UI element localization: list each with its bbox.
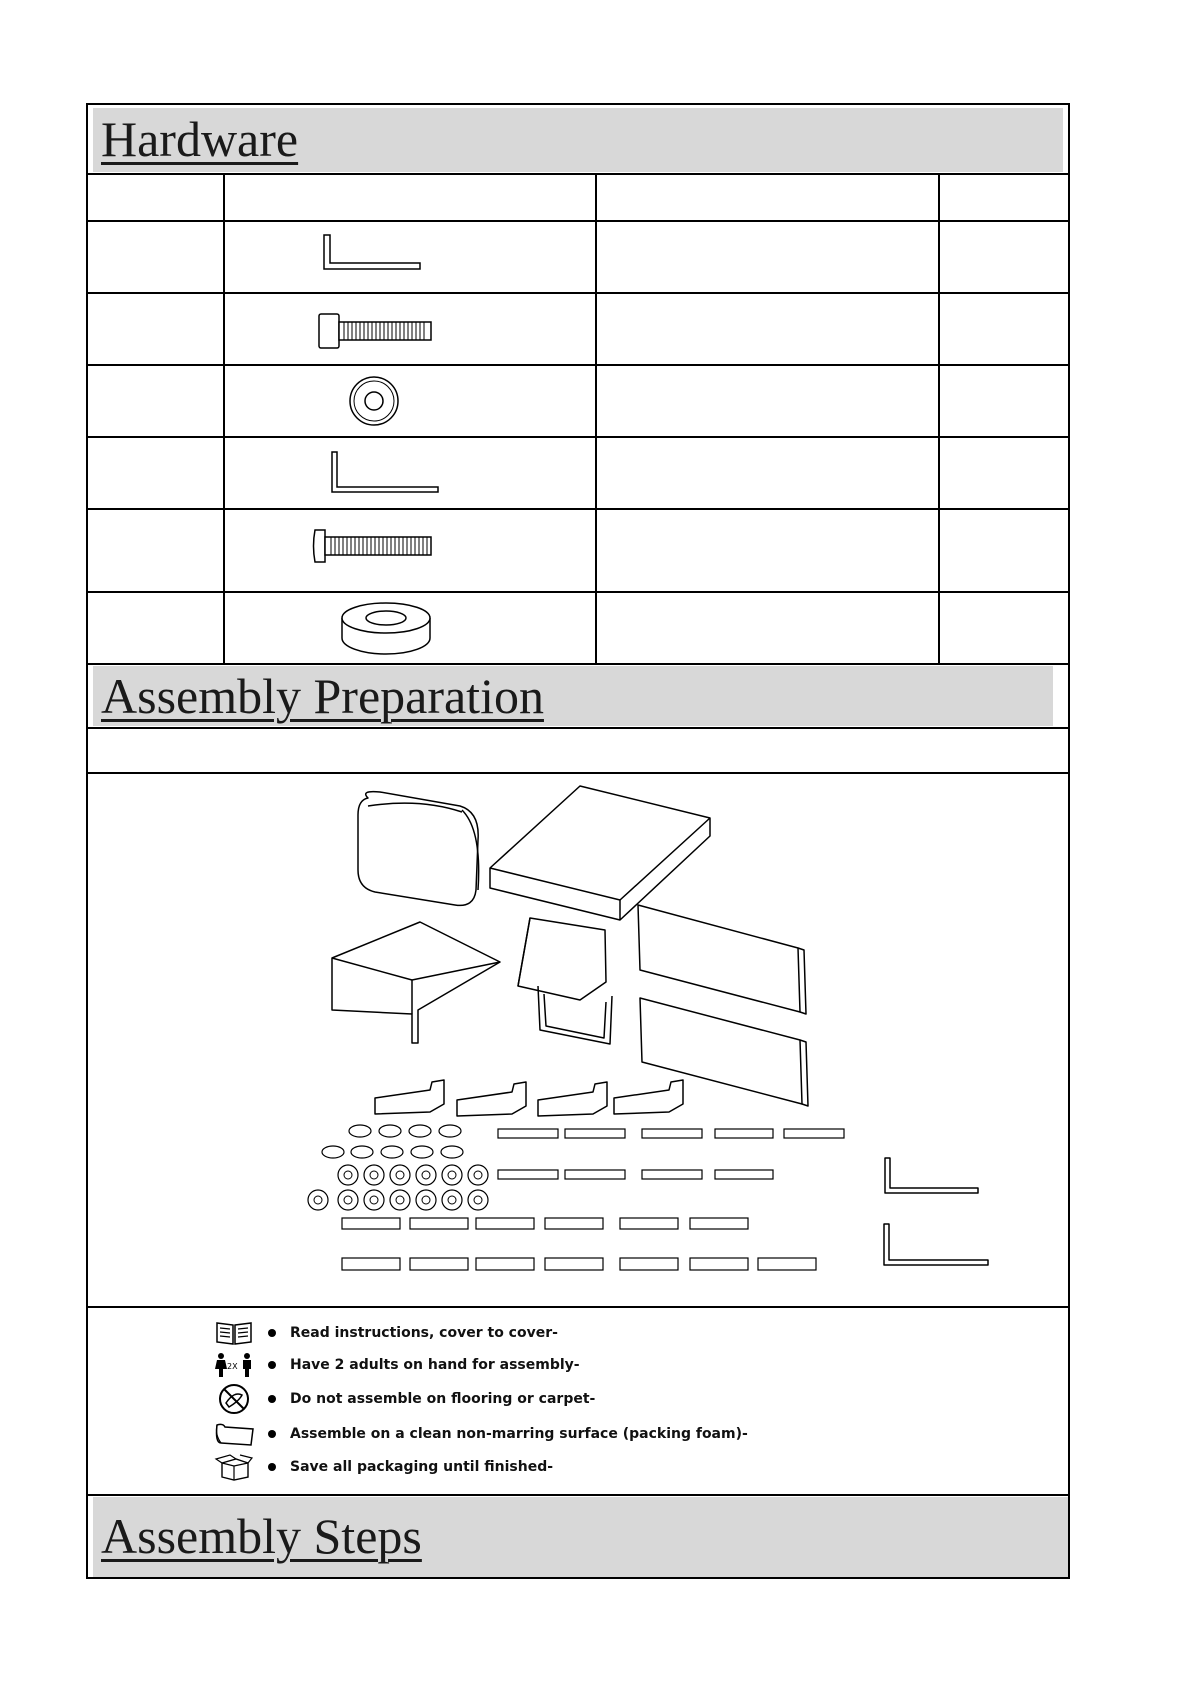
note-item [212,1452,553,1482]
flat-washer-icon [347,374,401,428]
note-text: Save all packaging until finished- [290,1459,554,1475]
table-rule [86,663,1070,665]
two-adults-label: 2X [227,1362,238,1371]
section-rule [86,727,1070,729]
note-text: Read instructions, cover to cover- [290,1325,558,1341]
bullet [268,1430,276,1438]
assembly-preparation-banner [93,666,1053,726]
assembly-steps-banner [93,1497,1068,1577]
table-rule [86,220,1070,222]
hardware-title: Hardware [101,111,299,167]
note-item [212,1350,580,1380]
section-rule [86,1494,1070,1496]
table-column-rule [938,173,940,665]
note-item [212,1419,748,1449]
table-rule [86,508,1070,510]
table-rule [86,436,1070,438]
note-text: Assemble on a clean non-marring surface (packing foam)- [290,1426,748,1442]
book-icon [212,1318,256,1348]
chair-parts-exploded-icon [300,780,1000,1280]
table-column-rule [595,173,597,665]
table-column-rule [223,173,225,665]
note-item [212,1318,558,1348]
bullet [268,1463,276,1471]
two-adults-icon [212,1350,256,1380]
note-text: Have 2 adults on hand for assembly- [290,1357,580,1373]
table-rule [86,292,1070,294]
table-rule [86,173,1070,175]
foam-sheet-icon [212,1419,256,1449]
socket-bolt-icon [316,312,436,352]
bullet [268,1395,276,1403]
small-allen-key-icon [320,233,425,273]
hardware-banner [93,108,1063,172]
large-allen-key-icon [328,450,443,496]
assembly-steps-title: Assembly Steps [101,1508,422,1564]
section-rule [86,772,1070,774]
section-rule [86,1306,1070,1308]
box-icon [212,1452,256,1482]
note-item [212,1384,595,1414]
bullet [268,1361,276,1369]
table-rule [86,364,1070,366]
note-text: Do not assemble on flooring or carpet- [290,1391,596,1407]
long-bolt-icon [311,526,436,566]
thick-spacer-icon [338,600,434,658]
table-rule [86,591,1070,593]
assembly-preparation-title: Assembly Preparation [101,668,544,724]
no-carpet-icon [212,1384,256,1414]
bullet [268,1329,276,1337]
